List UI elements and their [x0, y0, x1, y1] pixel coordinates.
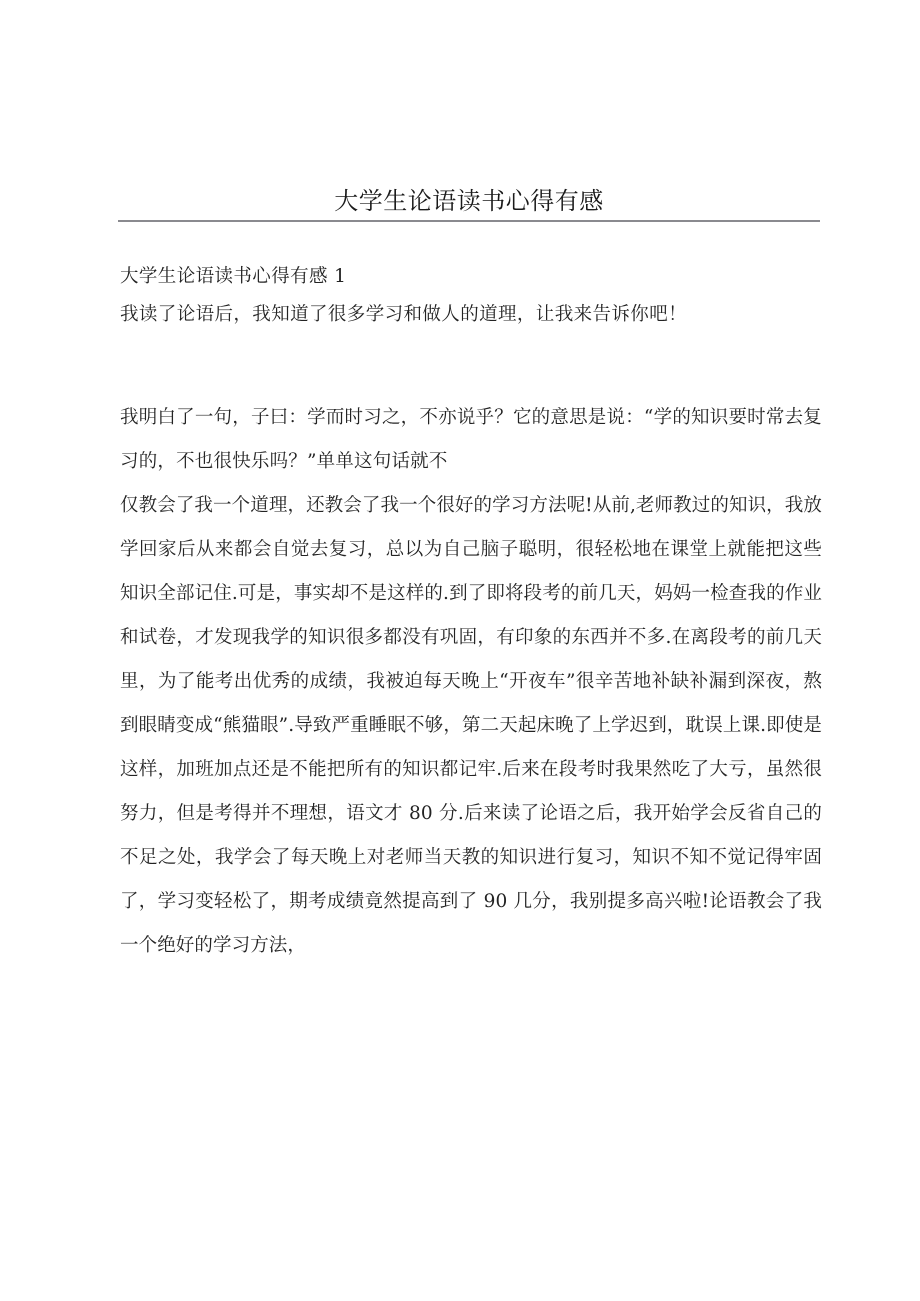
section-subtitle: 大学生论语读书心得有感 1 [120, 266, 347, 287]
quote-paragraph: 我明白了一句，子曰：学而时习之，不亦说乎？它的意思是说：“学的知识要时常去复习的，不也很快乐吗？”单单这句话就不 [120, 407, 822, 472]
document-body [120, 258, 822, 968]
title-divider [118, 220, 820, 222]
page-title: 大学生论语读书心得有感 [334, 187, 604, 215]
lead-paragraph: 我读了论语后，我知道了很多学习和做人的道理，让我来告诉你吧！ [120, 304, 688, 325]
main-paragraph: 仅教会了我一个道理，还教会了我一个很好的学习方法呢!从前,老师教过的知识，我放学回家后从来都会自觉去复习，总以为自己脑子聪明，很轻松地在课堂上就能把这些知识全部记住.可是，事实却不是这样的.到了即将段考的前几天，妈妈一检查我的作业和试卷，才发现我学的知识很多都没有巩固，有印象的东西并不多.在离段考的前几天里，为了能考出优秀的成绩，我被迫每天晚上“开夜车”很辛苦地补缺补漏到深夜，熬到眼睛变成“熊猫眼”.导致严重睡眠不够，第二天起床晚了上学迟到，耽误上课.即使是这样，加班加点还是不能把所有的知识都记牢.后来在段考时我果然吃了大亏，虽然很努力，但是考得并不理想，语文才 80 分.后来读了论语之后，我开始学会反省自己的不足之处，我学会了每天晚上对老师当天教的知识进行复习，知识不知不觉记得牢固了，学习变轻松了，期考成绩竟然提高到了 90 几分，我别提多高兴啦!论语教会了我一个绝好的学习方法， [120, 495, 822, 956]
title-block [118, 185, 820, 222]
